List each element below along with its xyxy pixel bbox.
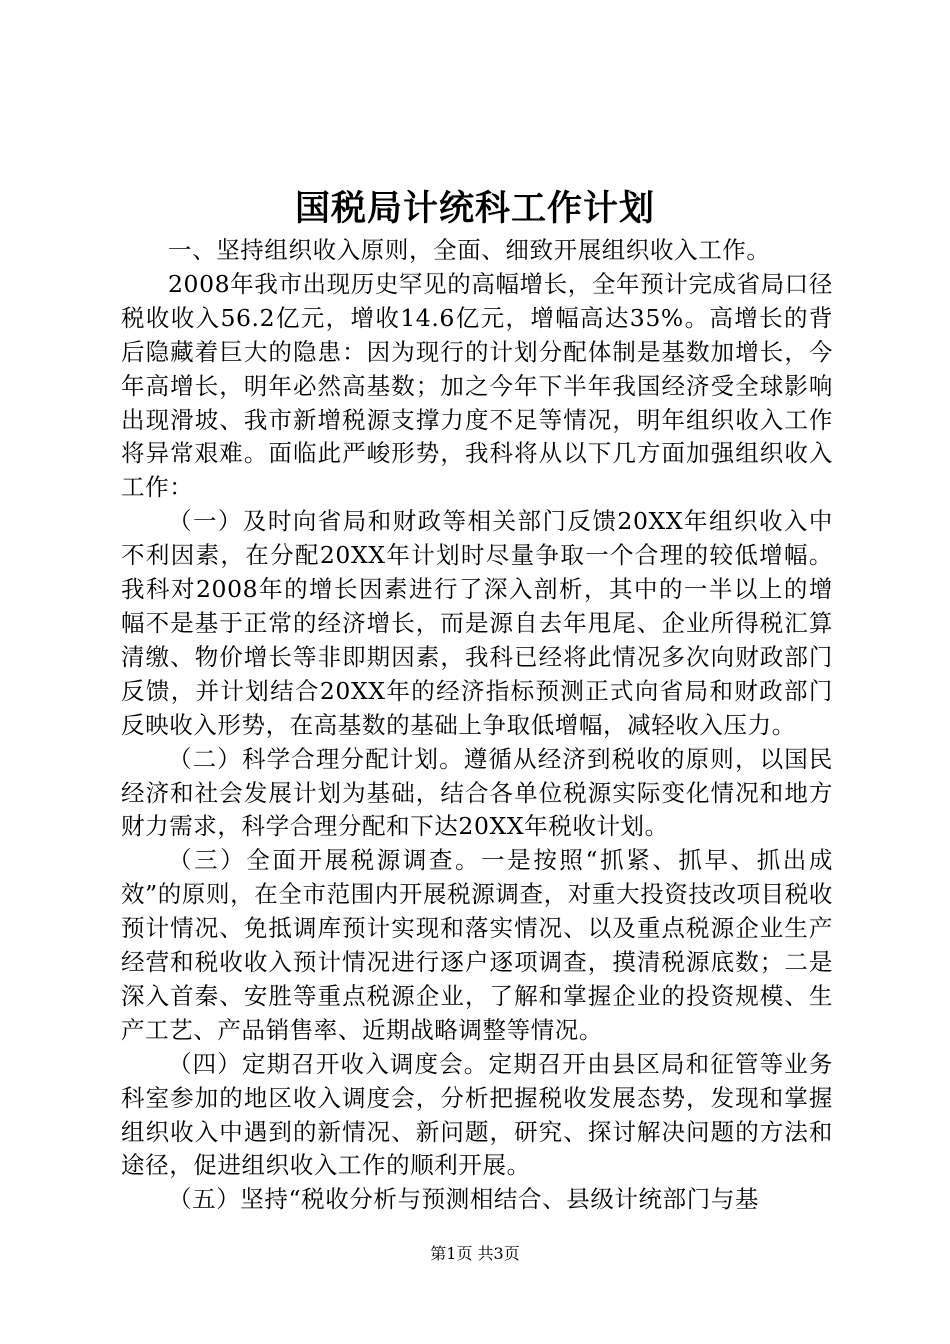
body-paragraph: （五）坚持“税收分析与预测相结合、县级计统部门与基 — [168, 1185, 760, 1214]
body-paragraph: 2008年我市出现历史罕见的高幅增长，全年预计完成省局口径税收收入56.2亿元，增收14.6亿元，增幅高达35%。高增长的背后隐藏着巨大的隐患：因为现行的计划分配体制是基数加增长，今年高增长，明年必然高基数；加之今年下半年我国经济受全球影响出现滑坡、我市新增税源支撑力度不足等情况，明年组织收入工作将异常艰难。面临此严峻形势，我科将从以下几方面加强组织收入工作： — [121, 269, 833, 502]
section-heading-paragraph: 一、坚持组织收入原则，全面、细致开展组织收入工作。 — [168, 236, 771, 264]
document-body — [121, 234, 833, 1217]
body-paragraph: （一）及时向省局和财政等相关部门反馈20XX年组织收入中不利因素，在分配20XX年计划时尽量争取一个合理的较低增幅。我科对2008年的增长因素进行了深入剖析，其中的一半以上的增幅不是基于正常的经济增长，而是源自去年甩尾、企业所得税汇算清缴、物价增长等非即期因素，我科已经将此情况多次向财政部门反馈，并计划结合20XX年的经济指标预测正式向省局和财政部门反映收入形势，在高基数的基础上争取低增幅，减轻收入压力。 — [121, 507, 833, 739]
body-paragraph: （四）定期召开收入调度会。定期召开由县区局和征管等业务科室参加的地区收入调度会，分析把握税收发展态势，发现和掌握组织收入中遇到的新情况、新问题，研究、探讨解决问题的方法和途径，促进组织收入工作的顺利开展。 — [121, 1049, 833, 1180]
body-paragraph: （二）科学合理分配计划。遵循从经济到税收的原则，以国民经济和社会发展计划为基础，结合各单位税源实际变化情况和地方财力需求，科学合理分配和下达20XX年税收计划。 — [121, 744, 833, 841]
document-title: 国税局计统科工作计划 — [294, 188, 655, 229]
body-paragraph: （三）全面开展税源调查。一是按照“抓紧、抓早、抓出成效”的原则，在全市范围内开展税源调查，对重大投资技改项目税收预计情况、免抵调库预计实现和落实情况、以及重点税源企业生产经营和税收收入预计情况进行逐户逐项调查，摸清税源底数；二是深入首秦、安胜等重点税源企业，了解和掌握企业的投资规模、生产工艺、产品销售率、近期战略调整等情况。 — [121, 846, 833, 1044]
page-number-footer: 第1页 共3页 — [430, 1244, 520, 1263]
